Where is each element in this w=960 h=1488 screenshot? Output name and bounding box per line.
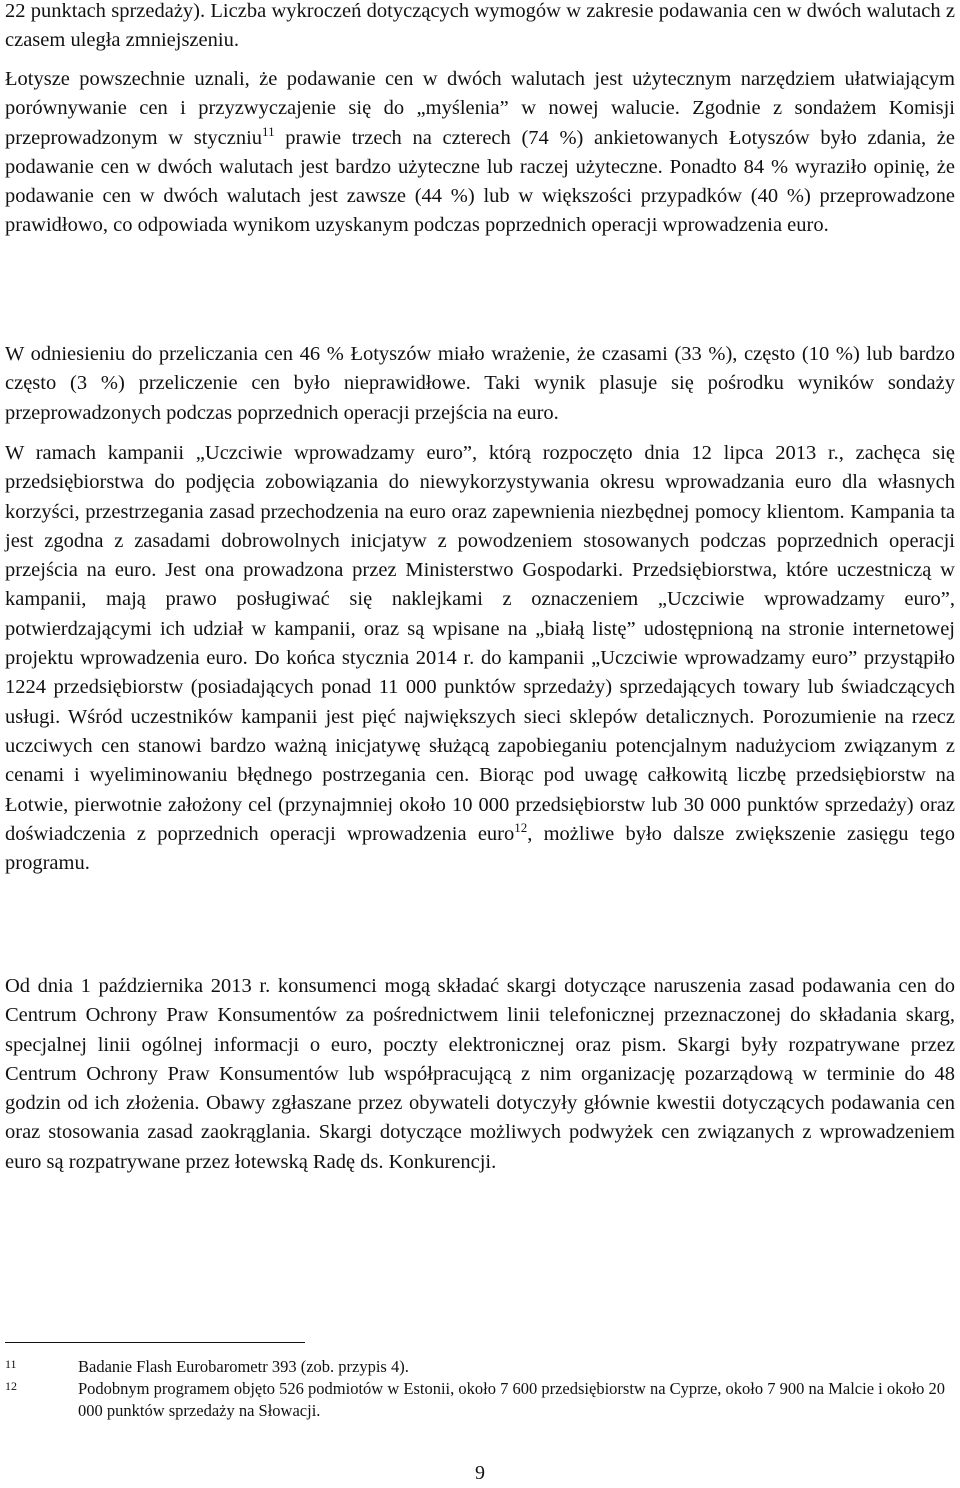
paragraph-1-text: 22 punktach sprzedaży). Liczba wykroczeń dotyczących wymogów w zakresie podawania cen w dwóch walutach z czasem uległa zmniejszeniu. [5, 0, 955, 52]
footnote-text: Badanie Flash Eurobarometr 393 (zob. przypis 4). [78, 1357, 409, 1376]
paragraph-1 [5, 0, 955, 56]
footnote-ref-12[interactable]: 12 [514, 819, 528, 835]
footnote-number: 12 [5, 1379, 17, 1393]
paragraph-4-text-b: , możliwe było dalsze zwiększenie zasięgu tego programu. [5, 822, 955, 875]
paragraph-4 [5, 439, 955, 878]
page-number: 9 [475, 1462, 485, 1484]
paragraph-2-text-a: Łotysze powszechnie uznali, że podawanie cen w dwóch walutach jest użytecznym narzędziem ułatwiającym porównywanie cen i przyzwyczajenie się do „myślenia” w nowej walucie. Zgodnie z sondażem Komisji przeprowadzonym w styczniu [5, 68, 955, 149]
footnote-text: Podobnym programem objęto 526 podmiotów w Estonii, około 7 600 przedsiębiorstw na Cyprze, około 7 900 na Malcie i około 20 000 punktów sprzedaży na Słowacji. [78, 1379, 946, 1420]
paragraph-2 [5, 65, 955, 241]
footnote-divider [5, 1342, 305, 1343]
footnote-11 [5, 1356, 955, 1378]
footnote-ref-11[interactable]: 11 [262, 123, 275, 139]
paragraph-5 [5, 972, 955, 1177]
paragraph-2-text-b: prawie trzech na czterech (74 %) ankietowanych Łotyszów było zdania, że podawanie cen w dwóch walutach jest bardzo użyteczne lub raczej użyteczne. Ponadto 84 % wyraziło opinię, że podawanie cen w dwóch walutach jest zawsze (44 %) lub w większości przypadków (40 %) przeprowadzone prawidłowo, co odpowiada wynikom uzyskanym podczas poprzednich operacji wprowadzenia euro. [5, 126, 956, 237]
paragraph-4-text-a: W ramach kampanii „Uczciwie wprowadzamy euro”, którą rozpoczęto dnia 12 lipca 2013 r., zachęca się przedsiębiorstwa do podjęcia zobowiązania do niewykorzystywania okresu wprowadzania euro dla własnych korzyści, przestrzegania zasad przechodzenia na euro oraz zapewnienia niezbędnej pomocy klientom. Kampania ta jest zgodna z zasadami dobrowolnych inicjatyw z powodzeniem stosowanych podczas poprzednich operacji przejścia na euro. Jest ona prowadzona przez Ministerstwo Gospodarki. Przedsiębiorstwa, które uczestniczą w kampanii, mają prawo posługiwać się naklejkami z oznaczeniem „Uczciwie wprowadzamy euro”, potwierdzającymi ich udział w kampanii, oraz są wpisane na „białą listę” udostępnioną na stronie internetowej projektu wprowadzenia euro. Do końca stycznia 2014 r. do kampanii „Uczciwie wprowadzamy euro” przystąpiło 1224 przedsiębiorstw (posiadających ponad 11 000 punktów sprzedaży) sprzedających towary lub świadczących usługi. Wśród uczestników kampanii jest pięć największych sieci sklepów detalicznych. Porozumienie na rzecz uczciwych cen stanowi bardzo ważną inicjatywę służącą zapobieganiu potencjalnym nadużyciom związanym z cenami i wyeliminowaniu błędnego postrzegania cen. Biorąc pod uwagę całkowitą liczbę przedsiębiorstw na Łotwie, pierwotnie założony cel (przynajmniej około 10 000 przedsiębiorstw lub 30 000 punktów sprzedaży) oraz doświadczenia z poprzednich operacji wprowadzenia euro [5, 442, 955, 845]
paragraph-3 [5, 340, 955, 428]
paragraph-5-text: Od dnia 1 października 2013 r. konsumenci mogą składać skargi dotyczące naruszenia zasad podawania cen do Centrum Ochrony Praw Konsumentów za pośrednictwem linii telefonicznej przeznaczonej do składania skarg, specjalnej linii ogólnej informacji o euro, poczty elektronicznej oraz pism. Skargi były rozpatrywane przez Centrum Ochrony Praw Konsumentów lub współpracującą z nim organizację pozarządową w terminie do 48 godzin od ich złożenia. Obawy zgłaszane przez obywateli dotyczyły głównie kwestii dotyczących podawania cen oraz stosowania zasad zaokrąglania. Skargi dotyczące możliwych podwyżek cen związanych z wprowadzeniem euro są rozpatrywane przez łotewską Radę ds. Konkurencji. [5, 975, 955, 1173]
footnote-number: 11 [5, 1357, 17, 1371]
footnote-12 [5, 1378, 955, 1422]
paragraph-3-text: W odniesieniu do przeliczania cen 46 % Łotyszów miało wrażenie, że czasami (33 %), często (10 %) lub bardzo często (3 %) przeliczenie cen było nieprawidłowe. Taki wynik plasuje się pośrodku wyników sondaży przeprowadzonych podczas poprzednich operacji przejścia na euro. [5, 343, 955, 424]
